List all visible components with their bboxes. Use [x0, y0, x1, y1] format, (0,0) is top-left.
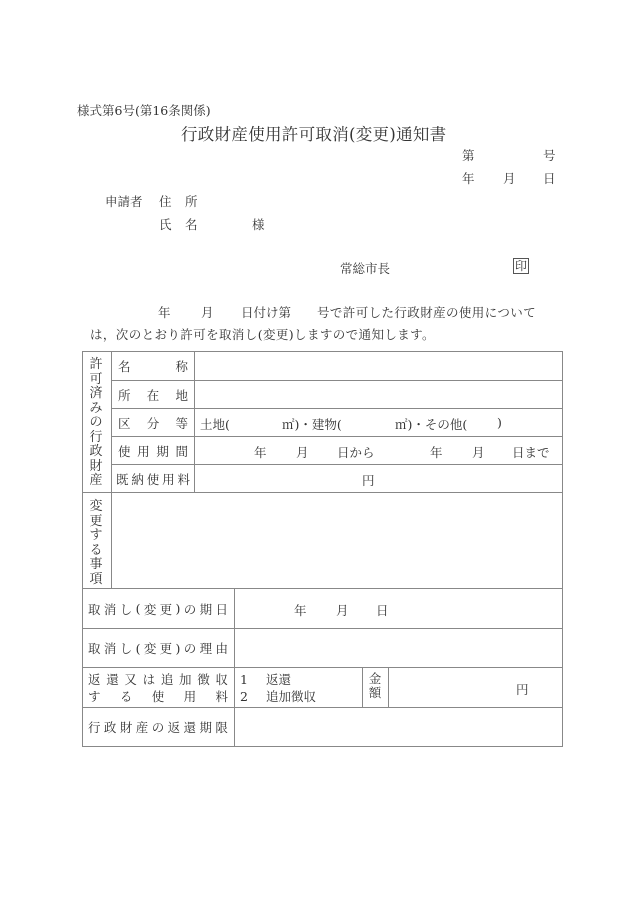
- to-day: 日まで: [512, 445, 550, 460]
- form-number: 様式第6号(第16条関係): [77, 103, 211, 118]
- change-items-field[interactable]: [113, 494, 560, 587]
- option-text: 返還: [265, 672, 291, 687]
- name-label-2: 名: [185, 217, 198, 232]
- cancel-month: 月: [336, 603, 349, 618]
- refund-option-2[interactable]: [240, 687, 316, 705]
- cancel-year: 年: [294, 603, 307, 618]
- building-label: ㎡)・建物(: [282, 417, 342, 432]
- cancel-date-label: 取 消 し ( 変 更 ) の 期 日: [88, 601, 228, 617]
- return-deadline-field[interactable]: [236, 708, 560, 746]
- row-label-name: 名 称: [118, 359, 188, 374]
- body-year: 年: [158, 305, 171, 320]
- usage-period-field[interactable]: [196, 437, 560, 464]
- option-text: 追加徴収: [265, 689, 316, 704]
- from-day: 日から: [337, 445, 375, 460]
- yen-unit: 円: [362, 473, 375, 488]
- date-year: 年: [462, 171, 475, 186]
- other-label: ㎡)・その他(: [395, 417, 468, 432]
- group-label-permitted-property: 許可済みの行政財産: [89, 357, 103, 488]
- refund-label-line2: す る 使 用 料: [88, 689, 228, 704]
- document-title: 行政財産使用許可取消(変更)通知書: [181, 125, 447, 144]
- cancel-reason-field[interactable]: [236, 629, 560, 667]
- row-label-location: 所 在 地: [118, 387, 188, 403]
- to-year: 年: [430, 445, 443, 460]
- seal-mark: 印: [515, 259, 528, 273]
- from-month: 月: [296, 445, 309, 460]
- option-number: 1: [240, 672, 248, 687]
- land-label: 土地(: [200, 417, 230, 432]
- change-items-label: 変更する事項: [89, 499, 103, 587]
- other-close: ): [497, 415, 502, 430]
- amount-label: 金額: [368, 671, 382, 700]
- row-label-category: 区 分 等: [118, 415, 188, 431]
- to-month: 月: [472, 445, 485, 460]
- date-month: 月: [503, 171, 516, 186]
- body-line2: は，次のとおり許可を取消し(変更)しますので通知します。: [90, 327, 435, 342]
- date-day: 日: [543, 171, 556, 186]
- applicant-label: 申請者: [105, 194, 143, 209]
- body-month: 月: [201, 305, 214, 320]
- return-deadline-label: 行 政 財 産 の 返 還 期 限: [88, 720, 228, 735]
- doc-number-suffix: 号: [543, 148, 556, 163]
- name-label-1: 氏: [159, 217, 172, 232]
- body-line1-rest: 号で許可した行政財産の使用について: [317, 305, 537, 320]
- property-location-field[interactable]: [196, 381, 560, 408]
- row-label-period: 使 用 期 間: [118, 443, 188, 459]
- refund-option-1[interactable]: [240, 670, 291, 688]
- amount-yen-unit: 円: [516, 682, 529, 697]
- address-label-2: 所: [185, 194, 198, 209]
- paid-fee-field[interactable]: [196, 465, 560, 492]
- option-number: 2: [240, 689, 248, 704]
- cancel-day: 日: [376, 603, 389, 618]
- address-label-1: 住: [159, 194, 172, 209]
- doc-number-prefix: 第: [462, 148, 475, 163]
- refund-label-line1: 返 還 又 は 追 加 徴 収: [88, 672, 228, 687]
- amount-field[interactable]: [390, 668, 560, 707]
- from-year: 年: [254, 445, 267, 460]
- honorific: 様: [252, 217, 265, 232]
- property-category-field[interactable]: [200, 409, 560, 436]
- cancel-date-field[interactable]: [236, 589, 560, 628]
- row-label-paid-fee: 既 納 使 用 料: [116, 471, 190, 487]
- issuer-title: 常総市長: [340, 261, 391, 276]
- cancel-reason-label: 取 消 し ( 変 更 ) の 理 由: [88, 640, 228, 656]
- body-day-no: 日付け第: [241, 305, 292, 320]
- property-name-field[interactable]: [196, 352, 560, 380]
